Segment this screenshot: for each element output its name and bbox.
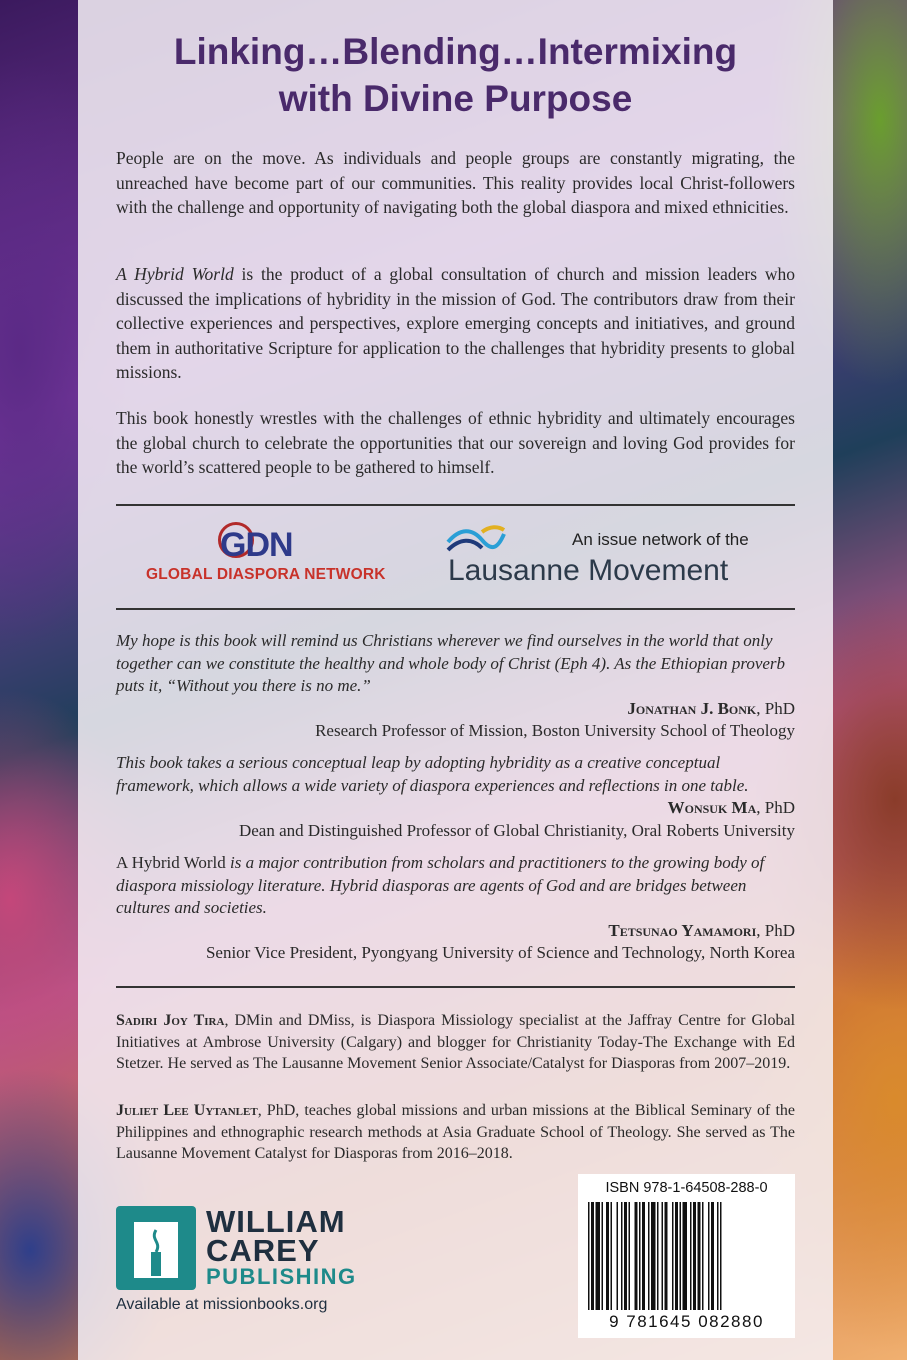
book-title: A Hybrid World: [116, 853, 226, 872]
isbn-label: ISBN 978-1-64508-288-0: [605, 1180, 768, 1196]
barcode-bar: [606, 1202, 609, 1310]
barcode-bar: [635, 1202, 638, 1310]
barcode-bar: [624, 1202, 627, 1310]
lausanne-tagline: An issue network of the: [572, 530, 749, 549]
barcode-bar: [675, 1202, 678, 1310]
barcode-bar: [665, 1202, 668, 1310]
barcode-bar: [693, 1202, 696, 1310]
intro-paragraph-2-text: is the product of a global consultation of church and mission leaders who discussed the implications of hybridity in the mission of God. The contributors draw from their collective experiences and perspectives, explore emerging concepts and initiatives, and ground them in authoritative Scripture for application to the challenges that hybridity presents to global missions.: [116, 264, 795, 382]
lausanne-logo-name: Lausanne Movement: [448, 554, 729, 587]
endorser-degree: , PhD: [756, 798, 795, 817]
endorsement-quote: [116, 852, 795, 920]
gdn-logo-mark: GDN: [220, 526, 293, 564]
barcode-bar: [683, 1202, 688, 1310]
barcode-bar: [639, 1202, 641, 1310]
lausanne-wave-icon: [446, 524, 506, 554]
book-title: A Hybrid World: [116, 264, 234, 284]
barcode-number: 9 781645 082880: [609, 1312, 764, 1331]
partner-logos: [116, 516, 795, 604]
headline-line-2: with Divine Purpose: [278, 78, 633, 119]
endorsement-quote: My hope is this book will remind us Christians wherever we find ourselves in the world that only together can we constitute the healthy and whole body of Christ (Eph 4). As the Ethiopian proverb puts it, “Without you there is no me.”: [116, 631, 786, 695]
author-name: Sadiri Joy Tira: [116, 1012, 225, 1029]
endorser-role: Dean and Distinguished Professor of Global Christianity, Oral Roberts University: [238, 820, 795, 840]
publisher-name-line-3: PUBLISHING: [206, 1264, 357, 1289]
publisher-name-line-1: WILLIAM: [206, 1204, 346, 1239]
barcode-bar: [602, 1202, 604, 1310]
barcode-bar: [680, 1202, 682, 1310]
barcode-bar: [617, 1202, 619, 1310]
author-bio-text: , DMin and DMiss, is Diaspora Missiology specialist at the Jaffray Centre for Global Initiatives at Ambrose University (Calgary) and blogger for Christianity Today-The Exchange with Ed Stetzer. He served as The Lausanne Movement Senior Associate/Catalyst for Diasporas from 2007–2019.: [116, 1012, 796, 1072]
availability-note: Available at missionbooks.org: [116, 1296, 328, 1313]
barcode-bar: [621, 1202, 623, 1310]
author-bio-2: [116, 1100, 795, 1165]
endorser: [116, 920, 795, 943]
barcode-bar: [651, 1202, 656, 1310]
intro-paragraph-2: [116, 262, 795, 385]
barcode-bar: [648, 1202, 650, 1310]
author-bio-text: , PhD, teaches global missions and urban missions at the Biblical Seminary of the Philippines and ethnographic research methods at Asia Graduate School of Theology. She served as The Lausanne Movement Catalyst for Diasporas from 2016–2018.: [116, 1102, 796, 1162]
barcode-bar: [717, 1202, 719, 1310]
endorser-name: Jonathan J. Bonk: [627, 698, 757, 718]
endorser-name: Wonsuk Ma: [667, 798, 757, 817]
headline-line-1: Linking…Blending…Intermixing: [173, 31, 738, 72]
candle-shield-icon: [116, 1206, 196, 1290]
headline: [78, 28, 833, 122]
barcode-bar: [642, 1202, 645, 1310]
endorsement-3: [116, 852, 795, 965]
publisher-logo: [116, 1200, 416, 1320]
endorser-role: Senior Vice President, Pyongyang University of Science and Technology, North Korea: [205, 943, 795, 962]
barcode-bar: [662, 1202, 664, 1310]
endorser-role: Research Professor of Mission, Boston University School of Theology: [315, 721, 795, 740]
publisher-name-line-2: CAREY: [206, 1233, 320, 1268]
author-bio-1: [116, 1010, 795, 1075]
barcode-bar: [596, 1202, 601, 1310]
intro-paragraph-1: People are on the move. As individuals and people groups are constantly migrating, the unreached have become part of our communities. This reality provides local Christ-followers with the challenge and opportunity of navigating both the global diaspora and mixed ethnicities.: [116, 148, 795, 217]
endorsement-quote-text: is a major contribution from scholars and practitioners to the growing body of diaspora missiology literature. Hybrid diasporas are agents of God and are bridges between cultures and societies.: [116, 853, 765, 917]
barcode-bar: [591, 1202, 594, 1310]
barcode-bar: [698, 1202, 701, 1310]
endorser-degree: , PhD: [756, 920, 795, 940]
barcode-bar: [611, 1202, 613, 1310]
divider-bios: [116, 986, 795, 988]
endorser-degree: , PhD: [756, 698, 795, 718]
barcode-bar: [672, 1202, 674, 1310]
endorsement-2: [116, 752, 795, 842]
barcode-bar: [690, 1202, 692, 1310]
divider-logos: [116, 608, 795, 610]
barcode-bar: [708, 1202, 710, 1310]
intro-paragraph-3: This book honestly wrestles with the challenges of ethnic hybridity and ultimately encourages the global church to celebrate the opportunities that our sovereign and loving God provides for the world’s scattered people to be gathered to himself.: [116, 408, 795, 477]
gdn-logo-name: GLOBAL DIASPORA NETWORK: [146, 566, 386, 583]
endorser: [116, 797, 795, 820]
endorsement-quote: This book takes a serious conceptual leap by adopting hybridity as a creative conceptual framework, which allows a wide variety of diaspora experiences and reflections in one table.: [116, 753, 749, 795]
barcode-bar: [657, 1202, 659, 1310]
barcode-bars: [586, 1202, 787, 1310]
barcode-bar: [629, 1202, 631, 1310]
barcode-bar: [588, 1202, 590, 1310]
barcode-bar: [720, 1202, 722, 1310]
barcode-bar: [711, 1202, 714, 1310]
barcode-bar: [702, 1202, 704, 1310]
divider-top: [116, 504, 795, 506]
endorsement-1: [116, 630, 795, 743]
endorser: [116, 698, 795, 721]
author-name: Juliet Lee Uytanlet: [116, 1102, 258, 1119]
endorser-name: Tetsunao Yamamori: [608, 920, 757, 940]
isbn-barcode: [578, 1174, 795, 1338]
